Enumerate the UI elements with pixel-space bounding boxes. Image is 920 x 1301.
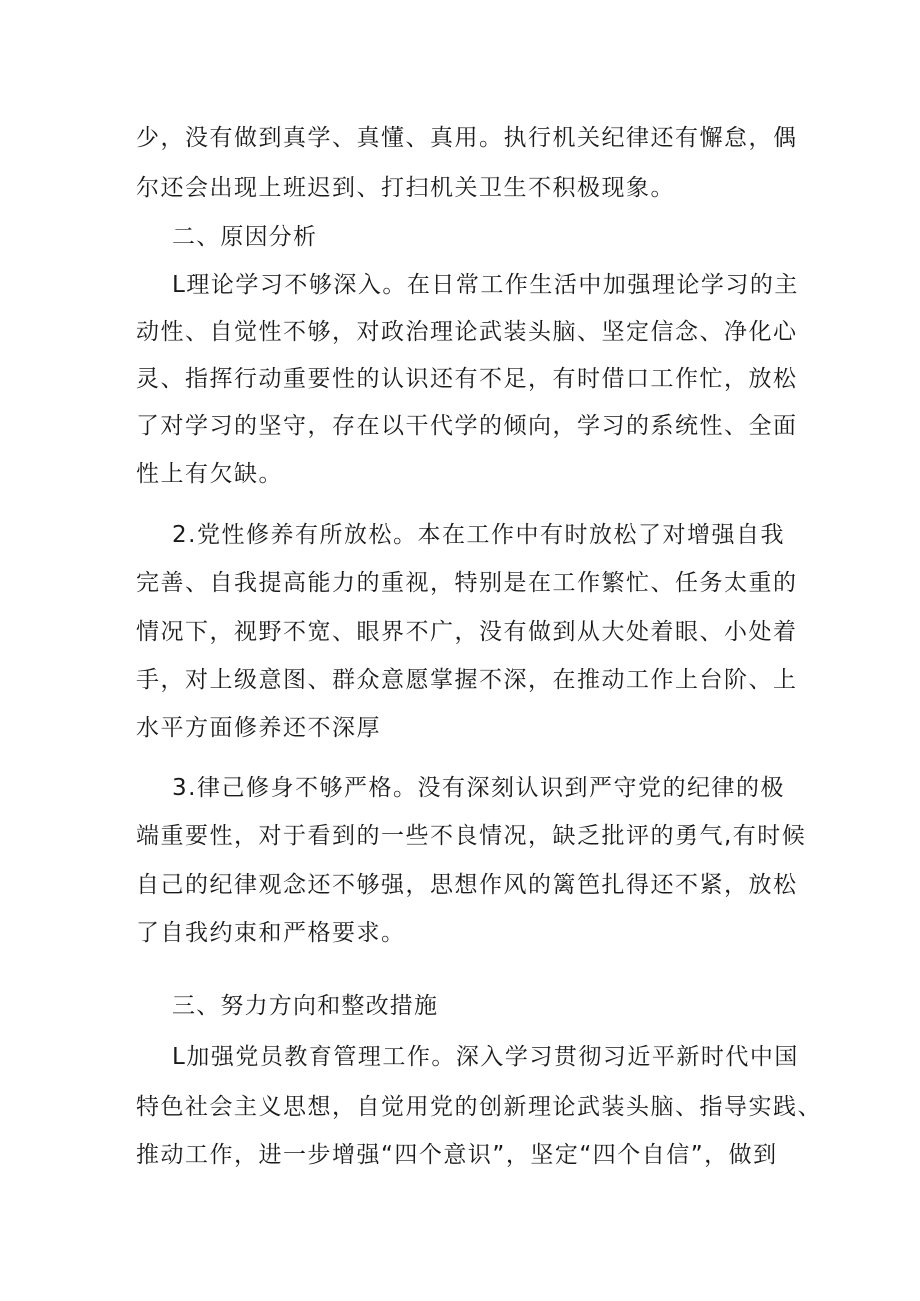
point-3-line-1: 3.律己修身不够严格。没有深刻认识到严守党的纪律的极 [172,775,785,801]
point-2-line-4: 手，对上级意图、群众意愿掌握不深，在推动工作上台阶、上 [136,667,798,693]
point-1-line-2: 动性、自觉性不够，对政治理论武装头脑、坚定信念、净化心 [136,319,798,345]
intro-line-2: 尔还会出现上班迟到、打扫机关卫生不积极现象。 [136,175,675,201]
section-heading-cause-analysis: 二、原因分析 [172,224,318,250]
section-heading-measures: 三、努力方向和整改措施 [172,993,439,1019]
measure-1-line-1: L加强党员教育管理工作。深入学习贯彻习近平新时代中国 [172,1044,799,1070]
point-1-line-1: L理论学习不够深入。在日常工作生活中加强理论学习的主 [172,272,799,298]
point-1-line-4: 了对学习的坚守，存在以干代学的倾向，学习的系统性、全面 [136,413,798,439]
point-3-line-2: 端重要性，对于看到的一些不良情况，缺乏批评的勇气,有时候 [136,823,807,849]
point-3-line-3: 自己的纪律观念还不够强，思想作风的篱笆扎得还不紧，放松 [136,872,798,898]
point-2-line-5: 水平方面修养还不深厚 [136,715,381,741]
point-2-line-3: 情况下，视野不宽、眼界不广，没有做到从大处着眼、小处着 [136,619,798,645]
point-2-line-2: 完善、自我提高能力的重视，特别是在工作繁忙、任务太重的 [136,570,798,596]
point-1-line-5: 性上有欠缺。 [136,461,283,487]
measure-1-line-2: 特色社会主义思想，自觉用党的创新理论武装头脑、指导实践、 [136,1094,822,1120]
point-1-line-3: 灵、指挥行动重要性的认识还有不足，有时借口工作忙，放松 [136,366,798,392]
intro-line-1: 少，没有做到真学、真懂、真用。执行机关纪律还有懈怠，偶 [136,125,798,151]
point-3-line-4: 了自我约束和严格要求。 [136,920,406,946]
point-2-line-1: 2.党性修养有所放松。本在工作中有时放松了对增强自我 [172,522,785,548]
measure-1-line-3: 推动工作，进一步增强“四个意识”，坚定“四个自信”，做到 [136,1142,778,1168]
